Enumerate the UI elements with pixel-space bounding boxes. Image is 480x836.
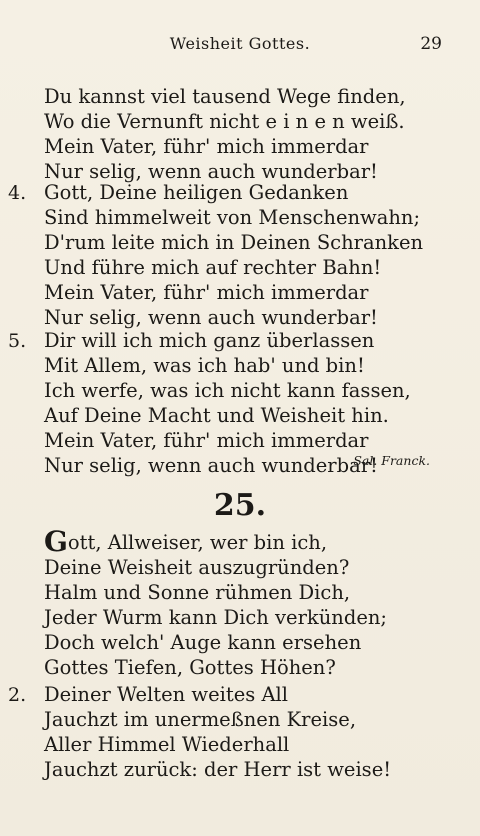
stanza-number: 4. — [8, 182, 27, 204]
verse-line: Deine Weisheit auszugründen? — [44, 556, 350, 579]
verse-line: Dir will ich mich ganz überlassen — [44, 329, 375, 352]
hymn-number: 25. — [213, 488, 267, 523]
stanza-number: 5. — [8, 330, 27, 352]
drop-cap: G — [44, 525, 68, 558]
stanza-number: 2. — [8, 684, 27, 706]
verse-line: Ich werfe, was ich nicht kann fassen, — [44, 379, 411, 402]
verse-line-first — [44, 525, 328, 558]
verse-line: Aller Himmel Wiederhall — [44, 733, 290, 756]
verse-line: Nur selig, wenn auch wunderbar! — [44, 306, 378, 329]
running-title: Weisheit Gottes. — [169, 34, 311, 53]
verse-line: Halm und Sonne rühmen Dich, — [44, 581, 351, 604]
verse-line: Mit Allem, was ich hab' und bin! — [44, 354, 365, 377]
verse-line: Deiner Welten weites All — [44, 683, 288, 706]
verse-line: Und führe mich auf rechter Bahn! — [44, 256, 382, 279]
verse-line: Du kannst viel tausend Wege finden, — [44, 85, 406, 108]
verse-line: Nur selig, wenn auch wunderbar! — [44, 160, 378, 183]
verse-line: Mein Vater, führ' mich immerdar — [44, 135, 369, 158]
verse-line: Jauchzt zurück: der Herr ist weise! — [44, 758, 392, 781]
verse-line: Nur selig, wenn auch wunderbar! — [44, 454, 378, 477]
page-number: 29 — [420, 34, 442, 54]
author-attribution: Sal. Franck. — [353, 453, 430, 468]
verse-line: D'rum leite mich in Deinen Schranken — [44, 231, 424, 254]
running-head — [0, 34, 480, 58]
verse-line: Mein Vater, führ' mich immerdar — [44, 281, 369, 304]
verse-line: Jeder Wurm kann Dich verkünden; — [44, 606, 387, 629]
verse-line: Jauchzt im unermeßnen Kreise, — [44, 708, 357, 731]
verse-line: Gottes Tiefen, Gottes Höhen? — [44, 656, 336, 679]
first-line-text: ott, Allweiser, wer bin ich, — [67, 531, 328, 554]
verse-line: Doch welch' Auge kann ersehen — [44, 631, 362, 654]
verse-line: Gott, Deine heiligen Gedanken — [44, 181, 349, 204]
verse-line: Auf Deine Macht und Weisheit hin. — [44, 404, 389, 427]
verse-line: Mein Vater, führ' mich immerdar — [44, 429, 369, 452]
verse-line: Wo die Vernunft nicht e i n e n weiß. — [44, 110, 405, 133]
verse-line: Sind himmelweit von Menschenwahn; — [44, 206, 421, 229]
